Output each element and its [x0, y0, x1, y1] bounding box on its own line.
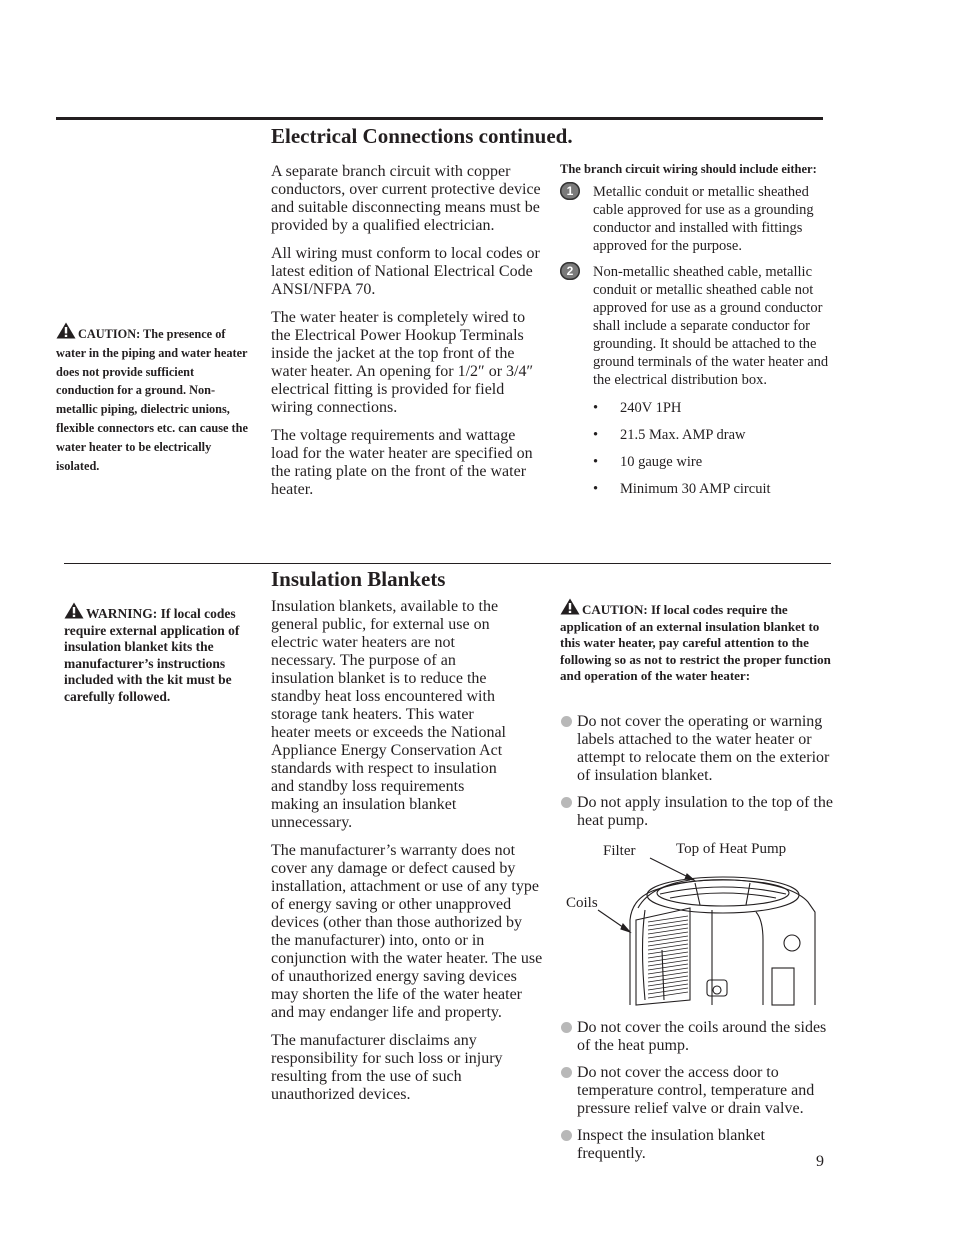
paragraph: All wiring must conform to local codes or latest edition of National Electrical Code ANSI/NFPA 70. — [271, 245, 540, 298]
option-text: Non-metallic sheathed cable, metallic conduit or metallic sheathed cable not approved for use as a ground conductor shall include a separate conductor for grounding. It should be attached to the ground terminals of the water heater and the electrical distribution box. — [593, 264, 829, 388]
option-text: Metallic conduit or metallic sheathed cable approved for use as a grounding conductor and installed with fittings approved for the purpose. — [593, 184, 814, 254]
spec-list — [593, 399, 835, 507]
section-divider — [64, 563, 831, 564]
caution-text: The presence of water in the piping and water heater does not provide sufficient conduction for a ground. Non-metallic piping, dielectric unions, flexible connectors etc. can cause the water heater to be electrically isolated. — [56, 327, 248, 473]
list-item: • 10 gauge wire — [593, 454, 703, 470]
insulation-bullets-b — [560, 1019, 835, 1172]
bullet-dot-icon — [561, 716, 572, 727]
number-badge: 1 — [560, 182, 580, 200]
caution-note-ground — [56, 322, 248, 475]
caution-text: If local codes require the application of an external insulation blanket to this water heater, pay careful attention to the following so as not to restrict the proper function and operation of the water heater: — [560, 602, 831, 684]
warning-triangle-icon — [56, 322, 76, 339]
warning-triangle-icon — [64, 602, 84, 619]
warning-label: WARNING: — [86, 606, 158, 621]
insulation-body — [271, 598, 543, 1114]
branch-circuit-panel — [560, 161, 835, 507]
warning-text: If local codes require external application of insulation blanket kits the manufacturer’s instructions included with the kit must be carefully followed. — [64, 606, 240, 704]
warning-note-insulation — [64, 602, 254, 706]
list-item: • 240V 1PH — [593, 400, 682, 416]
warning-triangle-icon — [560, 598, 580, 615]
list-item: Do not apply insulation to the top of the heat pump. — [560, 794, 835, 830]
insulation-bullets-a — [560, 713, 835, 839]
bullet-dot-icon — [561, 1130, 572, 1141]
list-item: Do not cover the coils around the sides of the heat pump. — [560, 1019, 835, 1055]
page-number: 9 — [816, 1153, 824, 1170]
bullet-dot-icon — [561, 797, 572, 808]
electrical-body — [271, 163, 543, 509]
list-item: Inspect the insulation blanket frequently. — [560, 1127, 835, 1163]
list-item: Do not cover the access door to temperature control, temperature and pressure relief valve or drain valve. — [560, 1064, 835, 1118]
list-item: Do not cover the operating or warning labels attached to the water heater or attempt to relocate them on the exterior of insulation blanket. — [560, 713, 835, 785]
paragraph: The voltage requirements and wattage load for the water heater are specified on the rating plate on the front of the water heater. — [271, 427, 533, 498]
figure-label-filter: Filter — [603, 843, 636, 859]
caution-label: CAUTION: — [78, 327, 141, 341]
option-2 — [560, 263, 835, 389]
heat-pump-illustration — [560, 850, 830, 1010]
list-item: • Minimum 30 AMP circuit — [593, 481, 771, 497]
bullet-dot-icon — [561, 1022, 572, 1033]
section-title-insulation: Insulation Blankets — [271, 567, 446, 591]
bullet-dot-icon — [561, 1067, 572, 1078]
number-badge: 2 — [560, 262, 580, 280]
caution-note-insulation — [560, 598, 835, 685]
caution-label: CAUTION: — [582, 602, 648, 617]
paragraph: The manufacturer’s warranty does not cover any damage or defect caused by installation, attachment or use of any type of energy saving or other unapproved devices (other than those authorized by the manufacturer) into, onto or in conjunction with the water heater. The use of unauthorized energy saving devices may shorten the life of the water heater and may endanger life and property. — [271, 842, 543, 1021]
paragraph: The water heater is completely wired to the Electrical Power Hookup Terminals inside the jacket at the top front of the water heater. An opening for 1/2″ or 3/4″ electrical fitting is provided for field wiring connections. — [271, 309, 534, 416]
section-title-electrical: Electrical Connections continued. — [271, 124, 573, 148]
paragraph: Insulation blankets, available to the general public, for external use on electric water heaters are not necessary. The purpose of an insulation blanket is to reduce the standby heat loss encountered with storage tank heaters. This water heater meets or exceeds the National Appliance Energy Conservation Act standards with respect to insulation and standby loss requirements making an insulation blanket unnecessary. — [271, 598, 506, 831]
branch-intro: The branch circuit wiring should include either: — [560, 162, 817, 176]
list-item: • 21.5 Max. AMP draw — [593, 427, 746, 443]
paragraph: The manufacturer disclaims any responsibility for such loss or injury resulting from the use of such unauthorized devices. — [271, 1032, 503, 1103]
figure-label-top: Top of Heat Pump — [676, 841, 787, 857]
figure-label-coils: Coils — [566, 895, 598, 911]
paragraph: A separate branch circuit with copper conductors, over current protective device and suitable disconnecting means must be provided by a qualified electrician. — [271, 163, 541, 234]
top-rule — [56, 117, 823, 120]
option-1 — [560, 183, 835, 255]
